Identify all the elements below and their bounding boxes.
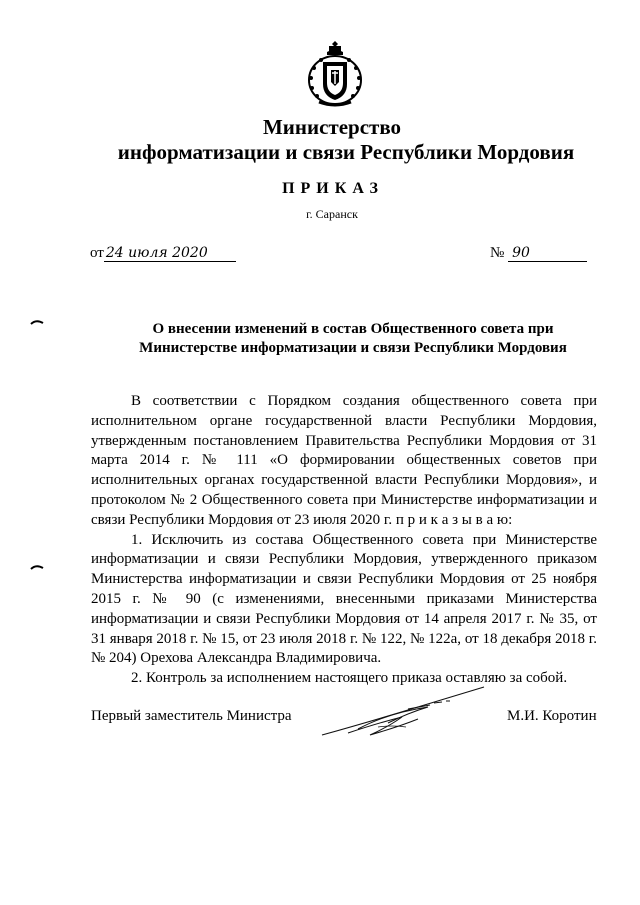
margin-mark-icon xyxy=(30,318,44,326)
number-value: 90 xyxy=(508,245,587,262)
date-value: 24 июля 2020 xyxy=(104,245,236,262)
number-label: № xyxy=(490,245,505,261)
handwritten-signature xyxy=(318,683,488,743)
date-label: от xyxy=(90,245,104,261)
coat-of-arms-icon xyxy=(305,40,365,108)
document-subject xyxy=(70,320,610,358)
city: г. Саранск xyxy=(306,207,358,221)
order-item-1: 1. Исключить из состава Общественного совета при Министерстве информатизации и связи Республики Мордовия, утвержденного приказом Министерства информатизации и связи Республики Мордовия от 25 ноября 2015 г. № 90 (с изменениями, внесенными приказами Министерства информатизации и связи Республики Мордовия от 14 апреля 2017 г. № 35, от 31 января 2018 г. № 15, от 23 июля 2018 г. № 122, № 122а, от 18 декабря 2018 г. № 204) Орехова Александра Владимировича. xyxy=(91,531,597,667)
preamble-paragraph: В соответствии с Порядком создания общественного совета при исполнительном органе государственной власти Республики Мордовия, утвержденным постановлением Правительства Республики Мордовия от 31 марта 2014 г. № 111 «О формировании общественных советов при исполнительных органах государственной власти Республики Мордовия», и протоколом № 2 Общественного совета при Министерстве информатизации и связи Республики Мордовия от 23 июля 2020 г. п р и к а з ы в а ю: xyxy=(91,393,597,528)
margin-mark-icon xyxy=(30,563,44,571)
ministry-name-line2: информатизации и связи Республики Мордовия xyxy=(117,140,575,164)
signatory-name: М.И. Коротин xyxy=(507,708,597,724)
document-number xyxy=(490,245,587,262)
signatory-title: Первый заместитель Министра xyxy=(91,708,292,724)
document-body xyxy=(91,392,597,689)
subject-line2: Министерстве информатизации и связи Республики Мордовия xyxy=(139,340,567,356)
document-type: ПРИКАЗ xyxy=(282,180,384,197)
ministry-name-line1: Министерство xyxy=(262,115,402,139)
order-item-2: 2. Контроль за исполнением настоящего приказа оставляю за собой. xyxy=(131,670,568,687)
subject-line1: О внесении изменений в состав Общественного совета при xyxy=(152,321,554,337)
document-date xyxy=(90,245,236,262)
